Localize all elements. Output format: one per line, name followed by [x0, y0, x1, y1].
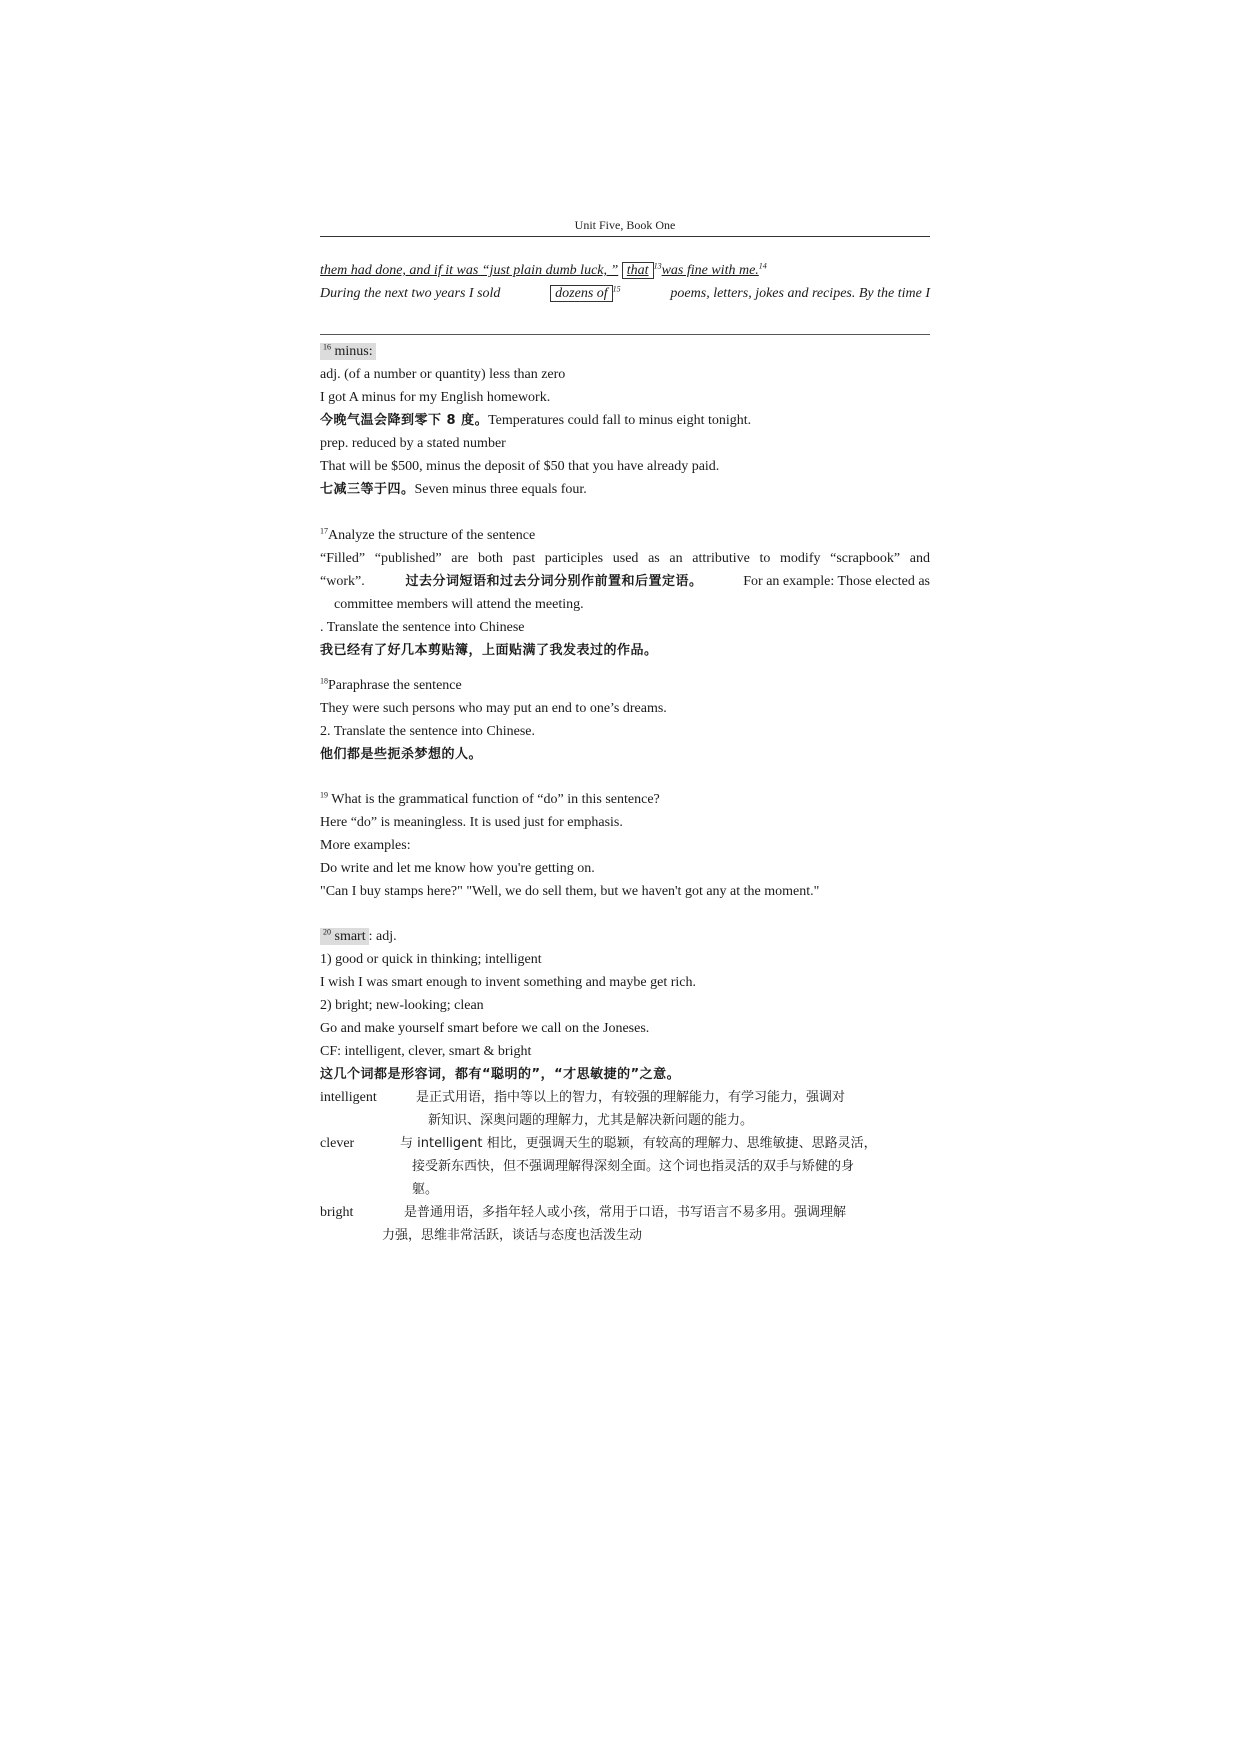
- footnote-ref-13: 13: [653, 261, 662, 271]
- note-19-heading: [320, 791, 660, 809]
- note-17-line: committee members will attend the meeting.: [334, 597, 584, 612]
- note-16-heading: [320, 343, 376, 361]
- note-19-number: 19: [320, 790, 328, 800]
- synonym-desc: 躯。: [412, 1182, 439, 1197]
- footnote-ref-15: 15: [612, 284, 621, 294]
- note-19-line: "Can I buy stamps here?" "Well, we do sell them, but we haven't got any at the moment.": [320, 884, 820, 899]
- synonym-desc: 与 intelligent 相比，更强调天生的聪颖，有较高的理解力、思维敏捷、思路灵活，: [400, 1136, 877, 1151]
- note-18-line: They were such persons who may put an end to one’s dreams.: [320, 701, 667, 716]
- body-line-2-start: During the next two years I sold: [320, 286, 501, 301]
- note-17-example: For an example: Those elected as: [743, 574, 930, 589]
- note-19-line: Here “do” is meaningless. It is used just for emphasis.: [320, 815, 623, 830]
- body-line-1: [320, 262, 767, 280]
- note-20-line: 1) good or quick in thinking; intelligent: [320, 952, 542, 967]
- synonym-term: clever: [320, 1136, 355, 1151]
- body-line-1-end: was fine with me.: [661, 263, 759, 278]
- footnote-ref-14: 14: [758, 261, 767, 271]
- body-line-1-text: them had done, and if it was “just plain dumb luck, ”: [320, 263, 619, 278]
- synonym-desc: 新知识、深奥问题的理解力，尤其是解决新问题的能力。: [428, 1113, 754, 1128]
- note-16-example-zh: [320, 481, 587, 499]
- note-17-translation: 我已经有了好几本剪贴簿，上面贴满了我发表过的作品。: [320, 643, 658, 658]
- note-20-line: CF: intelligent, clever, smart & bright: [320, 1044, 532, 1059]
- synonym-intelligent: [320, 1089, 845, 1107]
- note-17-work: “work”.: [320, 574, 365, 589]
- note-18-title: Paraphrase the sentence: [328, 678, 462, 693]
- synonym-bright: [320, 1204, 846, 1222]
- synonym-term: bright: [320, 1205, 354, 1220]
- note-16-en: Seven minus three equals four.: [414, 482, 587, 497]
- synonym-desc: 接受新东西快，但不强调理解得深刻全面。这个词也指灵活的双手与矫健的身: [412, 1159, 855, 1174]
- synonym-desc: 是普通用语，多指年轻人或小孩，常用于口语，书写语言不易多用。强调理解: [404, 1205, 847, 1220]
- note-20-line: Go and make yourself smart before we call on the Joneses.: [320, 1021, 650, 1036]
- note-18-line: 2. Translate the sentence into Chinese.: [320, 724, 536, 739]
- note-16-en: Temperatures could fall to minus eight tonight.: [488, 413, 752, 428]
- note-20-number: 20: [323, 927, 331, 937]
- body-line-2: [320, 285, 930, 303]
- note-19-line: More examples:: [320, 838, 411, 853]
- note-16-example-zh: [320, 412, 751, 430]
- note-16-number: 16: [323, 342, 331, 352]
- note-17-title: Analyze the structure of the sentence: [328, 528, 536, 543]
- header-rule: [320, 236, 930, 237]
- synonym-desc: 力强，思维非常活跃，谈话与态度也活泼生动: [382, 1228, 643, 1243]
- note-17-zh: 过去分词短语和过去分词分别作前置和后置定语。: [405, 574, 703, 589]
- note-18-number: 18: [320, 676, 328, 686]
- note-17-line: [320, 573, 930, 591]
- note-18-translation: 他们都是些扼杀梦想的人。: [320, 747, 483, 762]
- body-line-2-end: poems, letters, jokes and recipes. By the time I: [670, 286, 930, 301]
- note-16-zh: 七减三等于四。: [320, 482, 415, 497]
- footnote-rule: [320, 334, 930, 335]
- synonym-desc: 是正式用语，指中等以上的智力，有较强的理解能力，有学习能力，强调对: [416, 1090, 846, 1105]
- note-16-line: adj. (of a number or quantity) less than zero: [320, 367, 566, 382]
- note-17-number: 17: [320, 526, 328, 536]
- note-17-heading: [320, 527, 535, 545]
- note-17-line: . Translate the sentence into Chinese: [320, 620, 525, 635]
- note-16-title: minus:: [334, 344, 373, 359]
- running-header: Unit Five, Book One: [574, 218, 676, 232]
- note-20-word: smart: [334, 929, 366, 944]
- note-19-title: What is the grammatical function of “do” in this sentence?: [331, 792, 660, 807]
- note-16-line: That will be $500, minus the deposit of $50 that you have already paid.: [320, 459, 720, 474]
- note-16-line: I got A minus for my English homework.: [320, 390, 551, 405]
- boxed-word-that: that: [622, 262, 654, 279]
- note-20-heading: [320, 928, 397, 946]
- synonym-term: intelligent: [320, 1090, 377, 1105]
- note-20-zh-summary: 这几个词都是形容词，都有“聪明的”，“才思敏捷的”之意。: [320, 1067, 681, 1082]
- note-20-pos: : adj.: [368, 929, 397, 944]
- boxed-phrase-dozens-of: dozens of: [550, 285, 613, 302]
- note-20-line: I wish I was smart enough to invent something and maybe get rich.: [320, 975, 696, 990]
- note-16-zh: 今晚气温会降到零下 8 度。: [320, 413, 489, 428]
- note-19-line: Do write and let me know how you're getting on.: [320, 861, 595, 876]
- note-17-line: “Filled” “published” are both past participles used as an attributive to modify “scrapbook” and: [320, 551, 930, 566]
- synonym-clever: [320, 1135, 877, 1153]
- note-16-line: prep. reduced by a stated number: [320, 436, 506, 451]
- note-18-heading: [320, 677, 462, 695]
- note-20-line: 2) bright; new-looking; clean: [320, 998, 484, 1013]
